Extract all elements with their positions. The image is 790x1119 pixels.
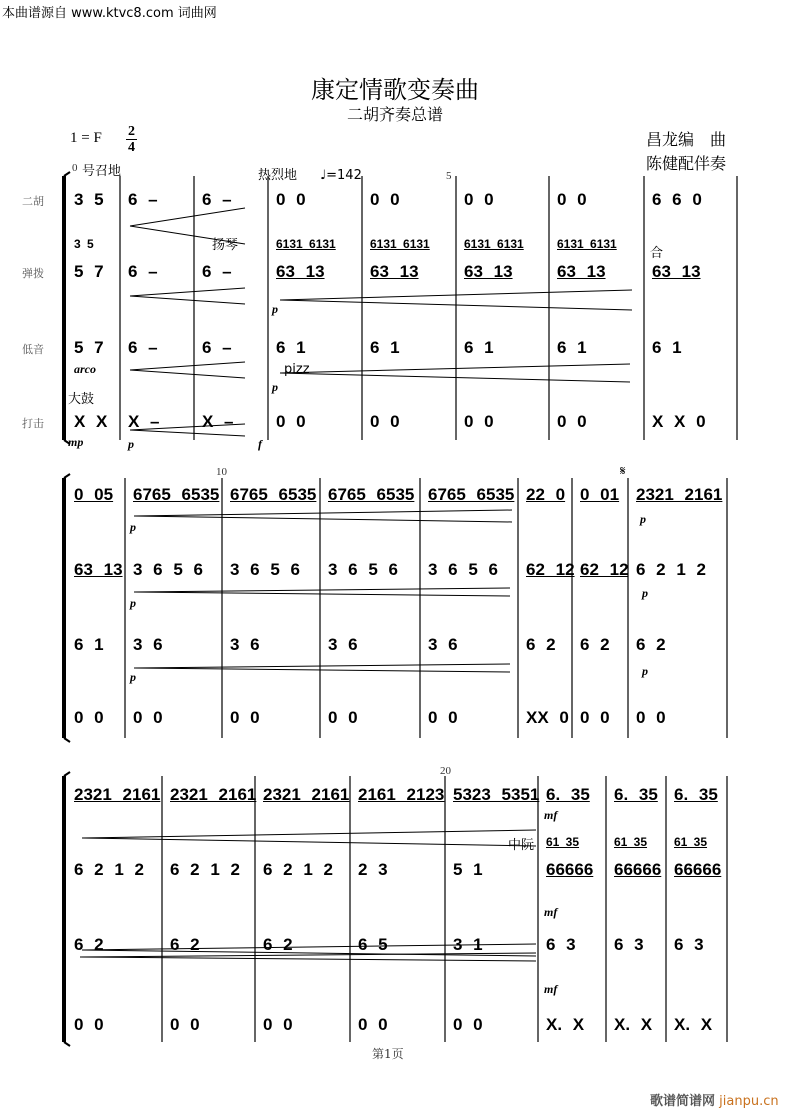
note-cell: 0 0 [276,190,306,209]
note-cell: 2161 2123 [358,785,445,804]
note-cell: 6 3 [546,935,576,954]
note-cell: 0 0 [557,412,587,431]
upper-note-cell: 6131 6131 [464,237,524,251]
annotation-he: 合 [650,246,664,261]
annotation-measure-10: 10 [216,466,227,478]
system-bracket [64,738,70,742]
time-signature-top: 2 [128,124,135,139]
note-cell: 2321 2161 [170,785,257,804]
hairpin-line [82,838,536,846]
note-cell: 6 1 [276,338,306,357]
note-cell: XX 0 [526,708,569,727]
note-cell: 0 0 [74,708,104,727]
hairpin-line [130,296,245,304]
annotation-tempo-mark-2: 热烈地 [258,168,298,183]
note-cell: 0 0 [557,190,587,209]
annotation-dyn-p2: p [272,302,278,316]
annotation-dyn-f: f [258,437,262,451]
system-bracket [64,772,70,776]
note-cell: 0 0 [74,1015,104,1034]
hairpin-line [134,516,512,522]
note-cell: X. X [614,1015,653,1034]
note-cell: 3 5 [74,190,104,209]
note-cell: 6 6 0 [652,190,702,209]
annotation-dyn-mf2: mf [544,905,558,919]
note-cell: 6. 35 [674,785,718,804]
note-cell: 6 2 [526,635,556,654]
annotation-dyn-p2: p [130,596,136,610]
note-cell: 6 3 [614,935,644,954]
system-bracket [64,1042,70,1046]
annotation-dyn-mf1: mf [544,808,558,822]
note-cell: 0 0 [453,1015,483,1034]
note-cell: 0 0 [580,708,610,727]
annotation-dyn-p1: p [130,520,136,534]
annotation-dyn-mp: mp [68,435,84,449]
note-cell: 66666 [674,860,722,879]
note-cell: 5 1 [453,860,483,879]
upper-note-cell: 61 35 [614,835,648,849]
note-cell: 0 0 [370,412,400,431]
annotation-measure-5: 5 [446,170,452,182]
composer-credit: 昌龙编 曲 [646,130,727,149]
annotation-dagu: 大鼓 [68,392,95,407]
note-cell: 62 12 [526,560,575,579]
note-cell: 2321 2161 [263,785,350,804]
note-cell: 3 6 5 6 [328,560,398,579]
note-cell: 0 0 [636,708,666,727]
note-cell: 63 13 [464,262,513,281]
hairpin-line [134,588,510,592]
note-cell: 6 2 [636,635,666,654]
system-bracket [64,474,70,478]
instrument-label: 弹拨 [22,267,44,280]
annotation-segno: 𝄋 [620,464,626,479]
note-cell: 0 0 [464,412,494,431]
note-cell: 6765 6535 [428,485,515,504]
upper-note-cell: 6131 6131 [276,237,336,251]
note-cell: 6 2 [170,935,200,954]
annotation-dyn-p3: p [272,380,278,394]
note-cell: 2 3 [358,860,388,879]
note-cell: 0 0 [464,190,494,209]
note-cell: 6 5 [358,935,388,954]
hairpin-line [80,957,536,961]
note-cell: 66666 [614,860,662,879]
instrument-label: 二胡 [22,195,44,208]
watermark-logo [650,1090,779,1109]
note-cell: 63 13 [557,262,606,281]
note-cell: 3 6 [133,635,163,654]
note-cell: 5 7 [74,262,104,281]
note-cell: 3 6 [230,635,260,654]
annotation-dyn-p5: p [642,586,648,600]
note-cell: 6 2 1 2 [263,860,333,879]
hairpin-line [134,664,510,668]
upper-note-cell: 61 35 [546,835,580,849]
note-cell: 6 2 [74,935,104,954]
hairpin-line [280,373,630,382]
note-cell: X X [74,412,108,431]
upper-note-cell: 3 5 [74,237,94,251]
hairpin-line [280,364,630,373]
note-cell: 63 13 [74,560,123,579]
hairpin-line [130,362,245,370]
note-cell: 6 1 [370,338,400,357]
note-cell: 6 3 [674,935,704,954]
hairpin-line [130,370,245,378]
note-cell: 6 1 [74,635,104,654]
note-cell: 6 – [202,190,232,209]
note-cell: 0 0 [276,412,306,431]
key-signature: 1 = F [70,130,102,146]
annotation-dyn-p4: p [640,512,646,526]
upper-note-cell: 61 35 [674,835,708,849]
annotation-measure-20: 20 [440,765,451,777]
note-cell: 63 13 [276,262,325,281]
system-bracket [64,172,70,176]
note-cell: 3 6 5 6 [428,560,498,579]
time-signature-bottom: 4 [128,140,135,155]
note-cell: 0 0 [170,1015,200,1034]
note-cell: 0 05 [74,485,114,504]
note-cell: 6 – [128,262,158,281]
note-cell: 63 13 [370,262,419,281]
note-cell: 3 1 [453,935,483,954]
note-cell: 6 1 [652,338,682,357]
hairpin-line [130,288,245,296]
annotation-dyn-p3: p [130,670,136,684]
note-cell: 0 0 [428,708,458,727]
note-cell: 0 0 [370,190,400,209]
note-cell: 6 2 [263,935,293,954]
annotation-dyn-mf3: mf [544,982,558,996]
note-cell: 62 12 [580,560,629,579]
annotation-tempo: ♩=142 [320,168,362,183]
watermark-cn: 歌谱简谱网 [650,1094,716,1109]
note-cell: 0 0 [328,708,358,727]
watermark-en: jianpu.cn [719,1094,779,1109]
note-cell: 6 2 1 2 [74,860,144,879]
note-cell: 6 2 1 2 [170,860,240,879]
annotation-start-number: 0 [72,162,78,174]
note-cell: 6 – [128,190,158,209]
upper-note-cell: 6131 6131 [557,237,617,251]
note-cell: 6765 6535 [133,485,220,504]
instrument-label: 低音 [22,343,44,356]
annotation-pizz: pizz [284,362,310,377]
note-cell: X – [202,412,234,431]
note-cell: 0 01 [580,485,620,504]
note-cell: 6765 6535 [328,485,415,504]
note-cell: X. X [674,1015,713,1034]
page-title: 康定情歌变奏曲 [311,76,479,104]
note-cell: 6 – [202,262,232,281]
note-cell: 6 1 [557,338,587,357]
note-cell: 2321 2161 [74,785,161,804]
hairpin-line [134,592,510,596]
note-cell: 6765 6535 [230,485,317,504]
annotation-dyn-p6: p [642,664,648,678]
page-subtitle: 二胡齐奏总谱 [346,105,443,124]
note-cell: 6 2 1 2 [636,560,706,579]
note-cell: 6. 35 [614,785,658,804]
instrument-label: 打击 [22,417,44,430]
note-cell: 0 0 [230,708,260,727]
note-cell: 0 0 [133,708,163,727]
source-header: 本曲谱源自 www.ktvc8.com 词曲网 [2,6,217,21]
note-cell: 2321 2161 [636,485,723,504]
note-cell: X. X [546,1015,585,1034]
annotation-tempo-mark-1: 号召地 [82,164,122,179]
note-cell: 66666 [546,860,594,879]
page-number: 第1页 [372,1047,404,1061]
hairpin-line [130,208,245,226]
hairpin-line [134,668,510,672]
note-cell: 6. 35 [546,785,590,804]
note-cell: 63 13 [652,262,701,281]
upper-note-cell: 6131 6131 [370,237,430,251]
note-cell: 3 6 5 6 [133,560,203,579]
note-cell: 6 – [128,338,158,357]
note-cell: 5 7 [74,338,104,357]
annotation-arco: arco [74,362,96,376]
note-cell: X – [128,412,160,431]
note-cell: 0 0 [358,1015,388,1034]
annotation-zhongruan: 中阮 [508,838,535,853]
hairpin-line [134,510,512,516]
hairpin-line [82,830,536,838]
arranger-credit: 陈健配伴奏 [646,154,727,173]
note-cell: 6 1 [464,338,494,357]
note-cell: 5323 5351 [453,785,540,804]
note-cell: 3 6 [328,635,358,654]
note-cell: 0 0 [263,1015,293,1034]
note-cell: 6 – [202,338,232,357]
annotation-dyn-p1: p [128,437,134,451]
note-cell: X X 0 [652,412,706,431]
note-cell: 22 0 [526,485,566,504]
note-cell: 3 6 5 6 [230,560,300,579]
note-cell: 6 2 [580,635,610,654]
annotation-yangqin: 扬琴 [212,238,239,253]
note-cell: 3 6 [428,635,458,654]
